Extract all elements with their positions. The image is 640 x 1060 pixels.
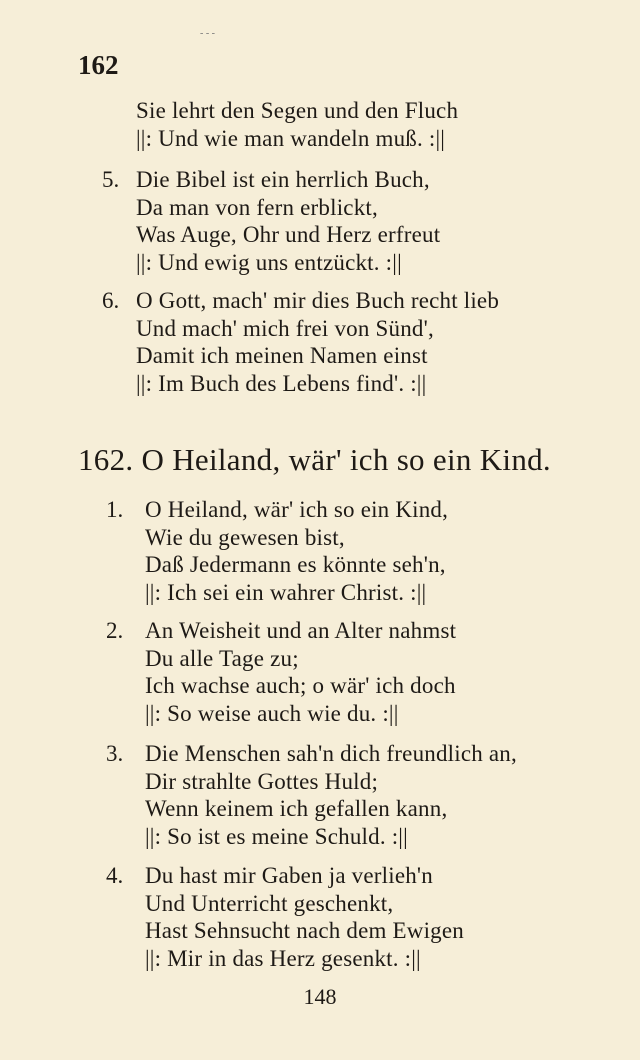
stanza-number: 3. [106,741,124,766]
stanza-number: 6. [102,288,120,313]
verse-line: O Heiland, wär' ich so ein Kind, [145,497,449,522]
stanza-number: 5. [102,167,120,192]
verse-line: Ich wachse auch; o wär' ich doch [145,673,456,698]
verse-line: Was Auge, Ohr und Herz erfreut [136,222,441,247]
verse-line: Du hast mir Gaben ja verlieh'n [145,863,433,888]
verse-line: ||: Ich sei ein wahrer Christ. :|| [145,579,427,605]
verse-line: Da man von fern erblickt, [136,194,378,220]
verse-line: Du alle Tage zu; [145,645,299,671]
running-head-hymn-number: 162 [78,50,119,80]
stanza-number: 4. [106,863,124,888]
verse-line: O Gott, mach' mir dies Buch recht lieb [136,288,500,313]
verse-line: Wie du gewesen bist, [145,524,345,550]
verse-line: Hast Sehnsucht nach dem Ewigen [145,918,464,943]
verse-line: ||: Und ewig uns entzückt. :|| [136,249,402,275]
verse-line: Wenn keinem ich gefallen kann, [145,796,448,821]
verse-line: Dir strahlte Gottes Huld; [145,768,379,794]
stanza-number: 2. [106,618,124,643]
stanza-number: 1. [106,497,124,522]
verse-line: ||: Im Buch des Lebens find'. :|| [136,370,427,396]
verse-line: ||: So weise auch wie du. :|| [145,700,399,726]
page-number: 148 [303,984,337,1009]
verse-line: Daß Jedermann es könnte seh'n, [145,552,446,577]
verse-line: Sie lehrt den Segen und den Fluch [136,98,459,123]
print-mark: - - - [200,28,215,39]
verse-line: ||: So ist es meine Schuld. :|| [145,823,408,849]
verse-line: Die Bibel ist ein herrlich Buch, [136,167,430,192]
verse-line: Die Menschen sah'n dich freundlich an, [145,741,517,766]
verse-line: Und Unterricht geschenkt, [145,890,394,916]
verse-line: An Weisheit und an Alter nahmst [145,618,457,643]
hymn-title: 162. O Heiland, wär' ich so ein Kind. [78,442,551,477]
verse-line: Damit ich meinen Namen einst [136,343,428,368]
verse-line: ||: Und wie man wandeln muß. :|| [136,125,446,151]
verse-line: Und mach' mich frei von Sünd', [136,315,434,341]
verse-line: ||: Mir in das Herz gesenkt. :|| [145,945,421,971]
